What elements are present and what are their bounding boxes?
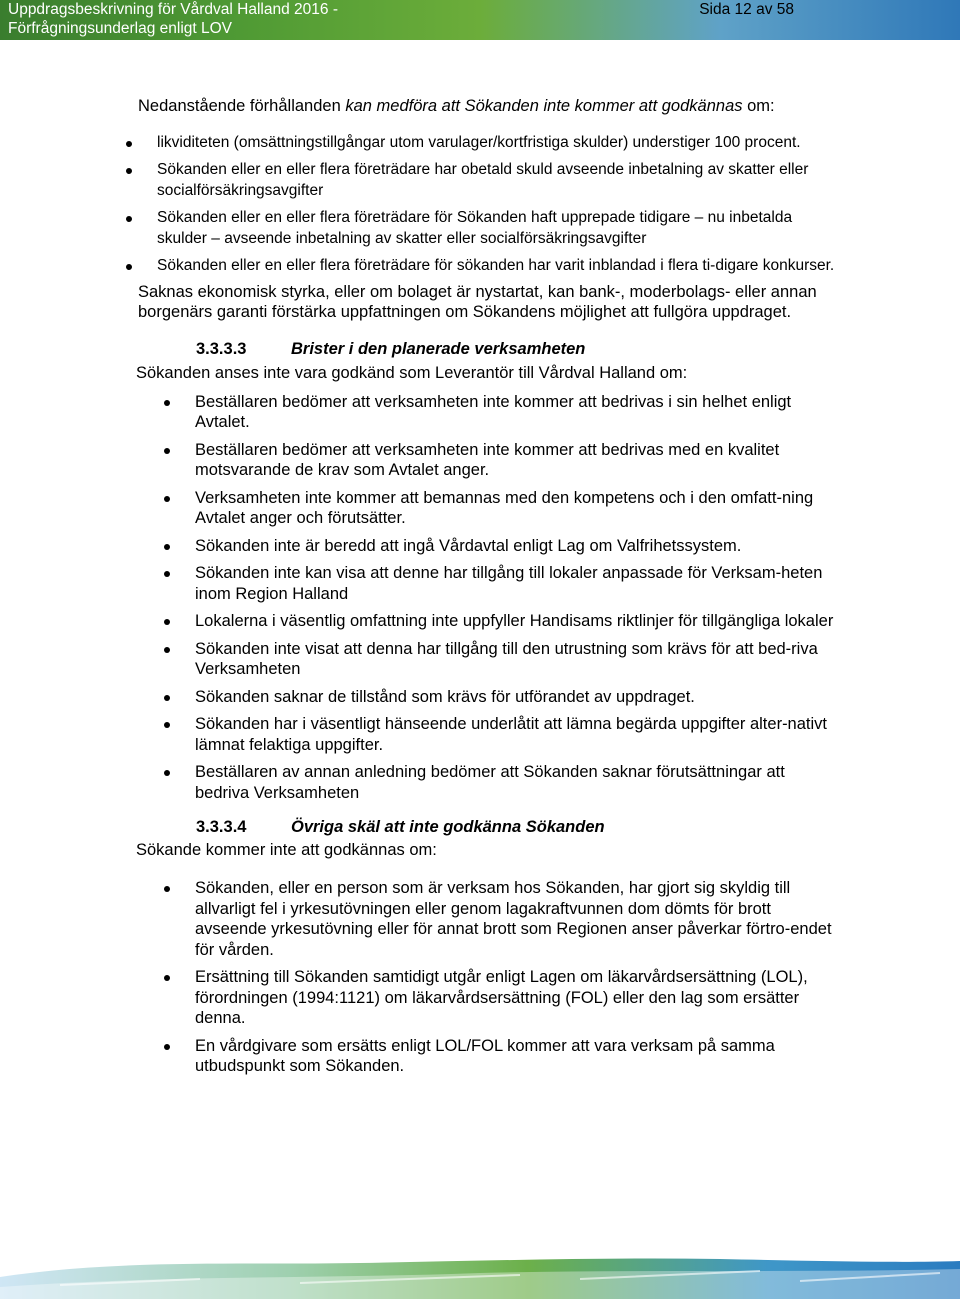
intro-emphasis: kan medföra att Sökanden inte kommer att godkännas	[345, 97, 743, 115]
list-item-text: Sökanden har i väsentligt hänseende underlåtit att lämna begärda uppgifter alter-nativt lämnat felaktiga uppgifter.	[195, 715, 827, 754]
bullet-icon	[126, 168, 132, 174]
document-title-line1: Uppdragsbeskrivning för Vårdval Halland 2016 -	[8, 1, 338, 18]
page-header	[0, 0, 960, 40]
bullet-icon	[164, 619, 170, 625]
section-heading-3-3-3-4	[196, 817, 840, 838]
list-item	[100, 208, 840, 249]
list-item-text: Verksamheten inte kommer att bemannas med den kompetens och i den omfatt-ning Avtalet anger och förutsätter.	[195, 488, 814, 527]
list-item-text: Sökanden, eller en person som är verksam hos Sökanden, har gjort sig skyldig till allvarligt fel i yrkesutövningen eller genom lagakraftvunnen dom dömts för brott avseende yrkesutövning eller för annat brott som Regionen anser påverkar förtro-endet för vården.	[195, 879, 832, 959]
list-item-text: Sökanden saknar de tillstånd som krävs för utförandet av uppdraget.	[195, 687, 695, 706]
list-item	[100, 160, 840, 201]
section-intro: Sökande kommer inte att godkännas om:	[136, 840, 437, 859]
footer-brush-graphic	[0, 1239, 960, 1299]
list-item	[100, 256, 840, 277]
list-item-text: Sökanden inte visat att denna har tillgång till den utrustning som krävs för att bed-riva Verksamheten	[195, 639, 818, 678]
bullet-icon	[126, 216, 132, 222]
page-number: Sida 12 av 58	[699, 1, 794, 18]
bullet-icon	[164, 975, 170, 981]
list-item	[138, 1036, 840, 1077]
section-heading-3-3-3-3	[196, 339, 840, 360]
list-item	[138, 611, 840, 632]
list-item	[138, 639, 840, 680]
list-item	[138, 488, 840, 529]
list-item	[138, 563, 840, 604]
list-item-text: Ersättning till Sökanden samtidigt utgår enligt Lagen om läkarvårdsersättning (LOL), förordningen (1994:1121) om läkarvårdsersättning (FOL) eller den lag som ersätter denna.	[195, 968, 808, 1027]
list-item-text: Sökanden inte kan visa att denne har tillgång till lokaler anpassade för Verksam-heten inom Region Halland	[195, 564, 823, 603]
intro-paragraph	[138, 96, 840, 117]
list-item	[138, 714, 840, 755]
list-item-text: Sökanden inte är beredd att ingå Vårdavtal enligt Lag om Valfrihetssystem.	[195, 536, 742, 555]
bullet-icon	[164, 770, 170, 776]
bullet-icon	[164, 1044, 170, 1050]
bullet-icon	[164, 544, 170, 550]
bullet-icon	[126, 264, 132, 270]
document-title	[8, 0, 338, 38]
list-item-text: Beställaren bedömer att verksamheten inte kommer att bedrivas i sin helhet enligt Avtalet.	[195, 392, 792, 431]
section-number: 3.3.3.3	[196, 339, 247, 358]
list-item-text: En vårdgivare som ersätts enligt LOL/FOL kommer att vara verksam på samma utbudspunkt som Sökanden.	[195, 1036, 775, 1075]
bullet-icon	[164, 400, 170, 406]
list-item	[138, 762, 840, 803]
bullet-icon	[164, 647, 170, 653]
list-item-text: Beställaren av annan anledning bedömer att Sökanden saknar förutsättningar att bedriva Verksamheten	[195, 763, 785, 802]
list-item-text: Sökanden eller en eller flera företrädare för sökanden har varit inblandad i flera ti-digare konkurser.	[157, 257, 835, 274]
list-item	[100, 133, 840, 154]
list-item-text: likviditeten (omsättningstillgångar utom varulager/kortfristiga skulder) understiger 100 procent.	[157, 133, 801, 151]
bullet-icon	[164, 571, 170, 577]
bullet-list-deficiencies	[138, 392, 840, 804]
list-item	[138, 440, 840, 481]
section-number: 3.3.3.4	[196, 818, 247, 836]
list-item-text: Sökanden eller en eller flera företrädare har obetald skuld avseende inbetalning av skatter eller socialförsäkringsavgifter	[157, 161, 809, 199]
section-intro: Sökanden anses inte vara godkänd som Leverantör till Vårdval Halland om:	[136, 364, 688, 382]
bullet-list-other-reasons	[138, 878, 840, 1077]
footer-brush-decoration	[0, 1239, 960, 1299]
bullet-icon	[126, 141, 132, 147]
list-item	[138, 536, 840, 557]
section-title: Övriga skäl att inte godkänna Sökanden	[291, 818, 605, 836]
list-item	[138, 967, 840, 1029]
bullet-list-economic	[100, 133, 840, 277]
bullet-icon	[164, 722, 170, 728]
intro-prefix: Nedanstående förhållanden	[138, 97, 346, 115]
list-item-text: Beställaren bedömer att verksamheten inte kommer att bedrivas med en kvalitet motsvarande de krav som Avtalet anger.	[195, 440, 780, 479]
bullet-icon	[164, 448, 170, 454]
bullet-icon	[164, 496, 170, 502]
list-item	[138, 392, 840, 433]
document-title-line2: Förfrågningsunderlag enligt LOV	[8, 20, 233, 37]
bullet-icon	[164, 695, 170, 701]
bullet-icon	[164, 886, 170, 892]
page-body	[138, 96, 840, 1077]
list-item	[138, 687, 840, 708]
section-title: Brister i den planerade verksamheten	[291, 339, 586, 358]
list-item	[138, 878, 840, 960]
list-item-text: Sökanden eller en eller flera företrädare för Sökanden haft upprepade tidigare – nu inbetalda skulder – avseende inbetalning av skatter eller socialförsäkringsavgifter	[157, 209, 793, 247]
list-item-text: Lokalerna i väsentlig omfattning inte uppfyller Handisams riktlinjer för tillgängliga lokaler	[195, 612, 834, 630]
intro-suffix: om:	[742, 97, 775, 115]
paragraph: Saknas ekonomisk styrka, eller om bolaget är nystartat, kan bank-, moderbolags- eller annan borgenärs garanti förstärka uppfattningen om Sökandens möjlighet att fullgöra uppdraget.	[138, 282, 817, 321]
